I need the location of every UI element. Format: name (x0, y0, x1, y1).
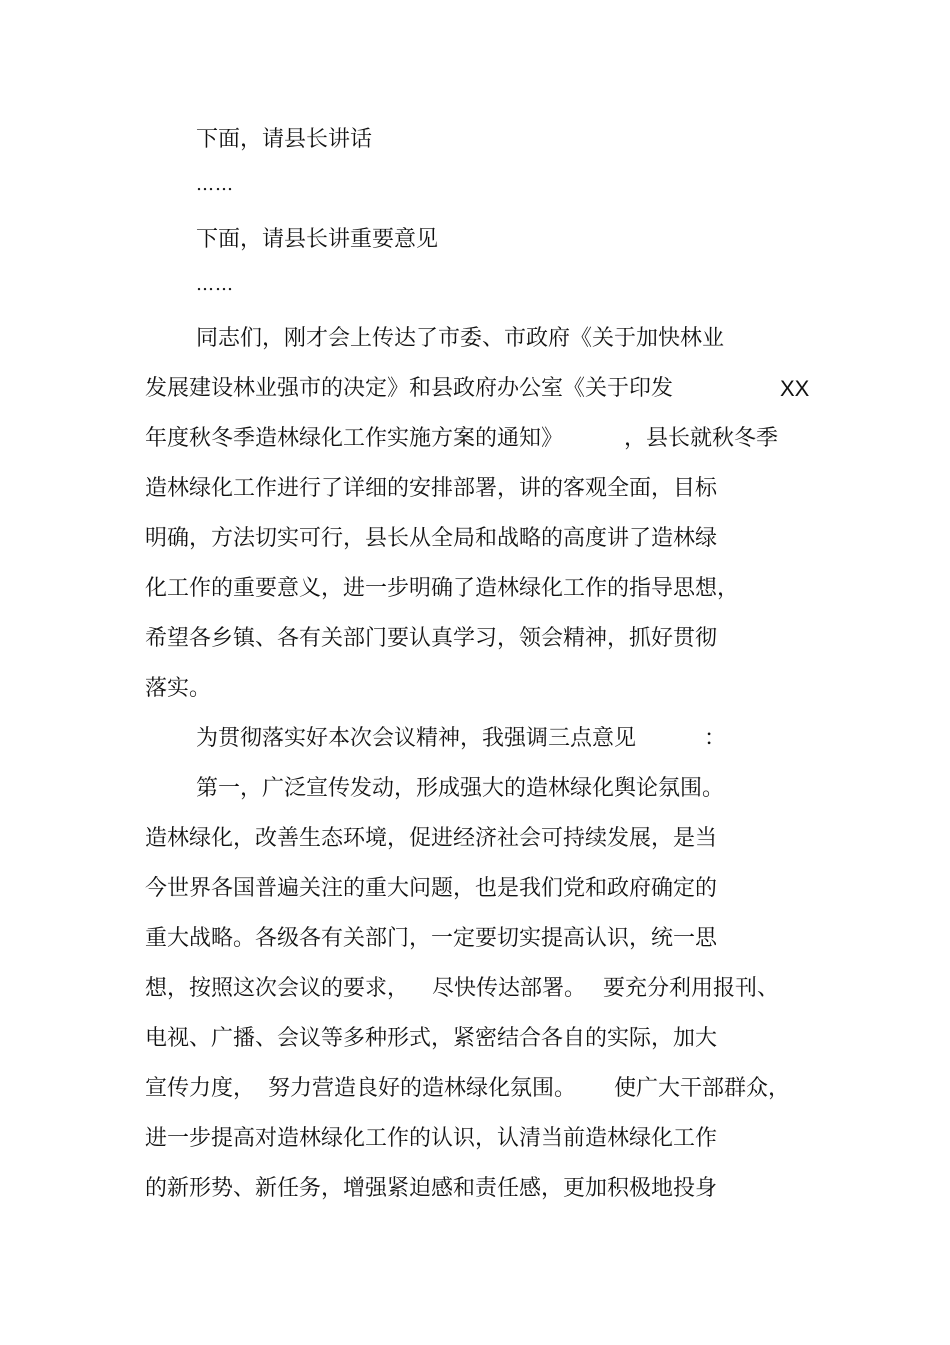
text-line: 重大战略。各级各有关部门，一定要切实提高认识，统一思 (145, 926, 718, 951)
text-line: 希望各乡镇、各有关部门要认真学习，领会精神，抓好贯彻 (145, 626, 718, 651)
text-line: ，县长就秋冬季 (624, 426, 779, 451)
text-line: 宣传力度， (145, 1076, 256, 1101)
text-line: 进一步提高对造林绿化工作的认识，认清当前造林绿化工作 (145, 1126, 718, 1151)
text-line: XX (780, 376, 810, 401)
text-line: 今世界各国普遍关注的重大问题，也是我们党和政府确定的 (145, 876, 718, 901)
text-line: 年度秋冬季造林绿化工作实施方案的通知》 (145, 426, 564, 451)
text-line: 化工作的重要意义，进一步明确了造林绿化工作的指导思想， (145, 576, 740, 601)
text-line: 想，按照这次会议的要求， (145, 976, 410, 1001)
text-line: …… (196, 274, 234, 295)
text-line: 努力营造良好的造林绿化氛围。 (268, 1076, 577, 1101)
text-line: 要充分利用报刊、 (603, 976, 780, 1001)
text-line: 造林绿化工作进行了详细的安排部署，讲的客观全面，目标 (145, 476, 718, 501)
text-line: ： (704, 726, 727, 751)
text-line: 的新形势、新任务，增强紧迫感和责任感，更加积极地投身 (145, 1176, 718, 1201)
text-line: 明确，方法切实可行，县长从全局和战略的高度讲了造林绿 (145, 526, 718, 551)
text-line: 造林绿化，改善生态环境，促进经济社会可持续发展，是当 (145, 826, 718, 851)
text-line: 尽快传达部署。 (432, 976, 587, 1001)
text-line: …… (196, 174, 234, 195)
text-line: 使广大干部群众， (614, 1076, 791, 1101)
text-line: 为贯彻落实好本次会议精神，我强调三点意见 (196, 726, 637, 751)
text-line: 发展建设林业强市的决定》和县政府办公室《关于印发 (145, 376, 674, 401)
text-line: 下面，请县长讲话 (196, 127, 373, 152)
text-line: 下面，请县长讲重要意见 (196, 227, 439, 252)
text-line: 落实。 (145, 676, 212, 701)
text-line: 电视、广播、会议等多种形式，紧密结合各自的实际，加大 (145, 1026, 718, 1051)
text-line: 第一，广泛宣传发动，形成强大的造林绿化舆论氛围。 (196, 776, 725, 801)
text-line: 同志们，刚才会上传达了市委、市政府《关于加快林业 (196, 326, 725, 351)
